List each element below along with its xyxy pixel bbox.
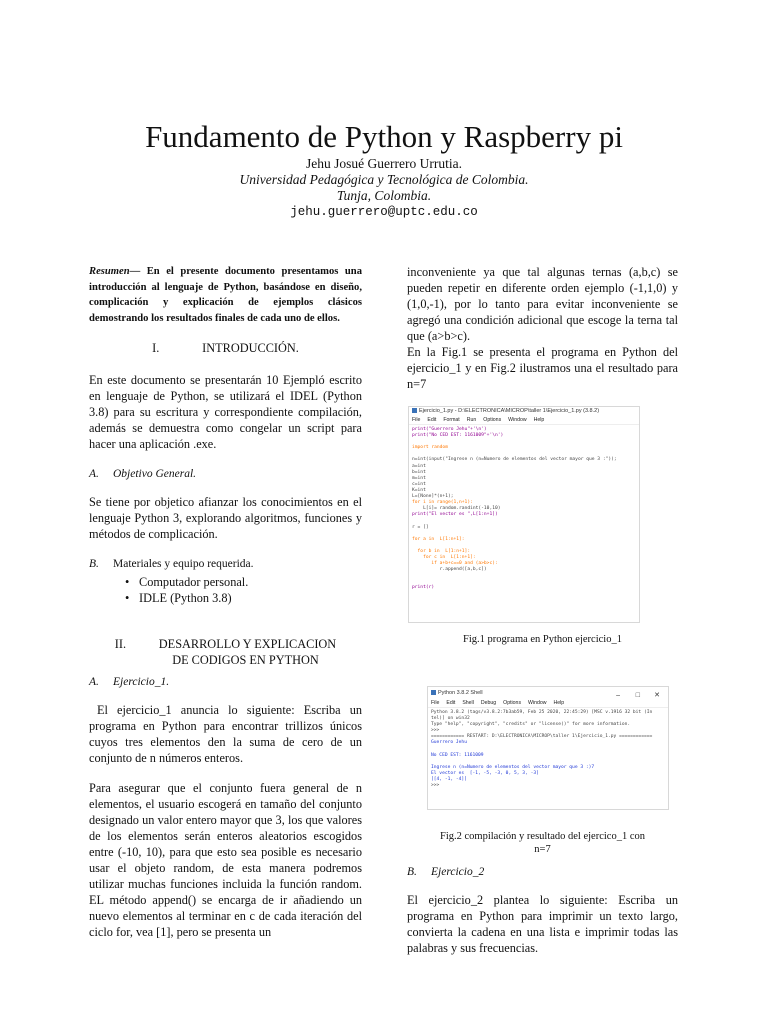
figure-1-caption: Fig.1 programa en Python ejercicio_1 [463,634,622,645]
minimize-icon: – [616,692,620,699]
menu-item: Shell [462,700,474,706]
figure-2-caption-line2: n=7 [534,844,551,855]
section-2-heading [89,636,362,668]
editor-window-title: Ejercicio_1.py - D:\ELECTRONICA\MICROP\taller 1\Ejercicio_1.py (3.8.2) [419,408,600,414]
affiliation-city: Tunja, Colombia. [336,188,432,203]
code-line: r = [] [412,524,429,530]
paper-header [0,118,768,221]
subsection-title: Ejercicio_2 [431,866,485,878]
right-paragraph-1: inconveniente ya que tal algunas ternas (a,b,c) se pueden repetir en diferente orden ejemplo (-1,1,0) y (1,0,-1), por lo tanto para evitar inconveniente se agregó una condición adicional que escoge la terna tal que (a>b>c). [407,265,678,343]
subsection-objetivo-heading [89,466,362,482]
code-line: r.append([a,b,c]) [412,567,487,573]
menu-item: Help [533,417,545,423]
code-line: m=int [412,475,426,481]
shell-line: Ingrese n (n=Numero de elementos del vector mayor que 3 :)7 [431,764,595,770]
subsection-label: A. [89,468,99,480]
menu-item: File [412,417,421,423]
close-icon: ✕ [654,692,660,699]
paper-title: Fundamento de Python y Raspberry pi [145,119,623,154]
editor-menu-bar [409,416,639,425]
menu-item: Run [466,417,477,423]
author-email: jehu.guerrero@uptc.edu.co [290,205,478,219]
code-line: for b in L[1:n+1]: [412,548,471,554]
subsection-ejercicio1-heading [89,674,362,690]
menu-item: Edit [446,700,456,706]
code-line: print(r) [412,585,435,591]
menu-item: Options [503,700,522,706]
ejercicio2-paragraph: El ejercicio_2 plantea lo siguiente: Escriba un programa en Python para imprimir un texto largo, convierta la cadena en una lista e imprimir todas las palabras y sus frecuencias. [407,893,678,955]
code-line: a=int [412,463,426,469]
shell-line: Guerrero Jehu [431,740,467,746]
code-line: c=int [412,481,426,487]
code-line: for a in L[1:n+1]: [412,536,465,542]
section-2-number: II. [114,637,127,651]
code-line: L=[None]*(n+1); [412,494,454,500]
section-2-title-line1: DESARROLLO Y EXPLICACION [158,637,337,651]
code-line: K=int [412,487,426,493]
subsection-label: B. [407,866,417,878]
menu-item: Window [528,700,547,706]
shell-title-bar [428,687,668,699]
shell-line: [[4, -1, -4]] [431,777,467,783]
shell-line: tel)] on win32 [431,716,470,722]
shell-line: No CED EST: 1161009 [431,752,484,758]
ejercicio1-paragraph-2: Para asegurar que el conjunto fuera general de n elementos, el usuario escogerá en tamaño del conjunto designado un valor entero mayor que 3, los que valores de los elementos serán enteros aleatorios escogidos entre (-10, 10), para que esto sea posible es necesario usar el objeto random, de esta manera podremos utilizar muchas funciones incluida la función random. EL método append() se encarga de ir añadiendo un nuevo elementos al terminar en c de cada iteración del ciclo for, vea [1], pero se presenta un [89,781,362,939]
objetivo-paragraph: Se tiene por objetico afianzar los conocimientos en el lenguaje Python 3, explorando algoritmos, funciones y métodos de complicación. [89,495,362,541]
left-column [89,264,362,954]
subsection-title: Objetivo General. [113,468,197,480]
section-1-title: INTRODUCCIÓN. [202,341,299,355]
maximize-icon: □ [635,692,640,699]
right-column [407,264,678,970]
subsection-materiales-heading [89,556,362,572]
menu-item: Options [483,417,502,423]
figure-1-idle-editor [408,406,640,623]
subsection-title: Ejercicio_1. [113,676,170,688]
subsection-label: A. [89,676,99,688]
subsection-title: Materiales y equipo requerida. [113,558,254,570]
shell-menu-bar [428,699,668,708]
menu-item: File [431,700,440,706]
abstract-lead: Resumen [89,266,130,277]
ejercicio1-paragraph-1: El ejercicio_1 anuncia lo siguiente: Escriba un programa en Python para encontrar trillizos únicos cuyos tres elementos den la suma de cero de un conjunto de n números enteros. [89,703,362,765]
subsection-ejercicio2-heading [407,864,678,880]
code-line: n=int(input("Ingrese n (n=Numero de elementos del vector mayor que 3 :")); [412,457,617,463]
code-line: print("No CED EST: 1161009"+'\n') [412,433,504,439]
code-line: for i in range(1,n+1): [412,500,473,506]
shell-line: Type "help", "copyright", "credits" or "license()" for more information. [431,722,631,728]
section-1-paragraph: En este documento se presentarán 10 Ejempló escrito en lenguaje de Python, se utilizará el IDEL (Python 3.8) para su escritura y correspondiente compilación, además se demuestra como congelar un script para hacer una aplicación .exe. [89,373,362,451]
code-line: if a+b+c==0 and (a>b>c): [412,561,498,567]
author-name: Jehu Josué Guerrero Urrutia. [306,156,462,171]
editor-title-bar [409,407,639,416]
menu-item: Window [508,417,527,423]
figure-2-caption [407,830,678,856]
shell-window-title: Python 3.8.2 Shell [438,690,483,696]
list-item: • Computador personal. [139,574,362,590]
code-line: import random [412,445,448,451]
code-line: print("El vector es ",L[1:n+1]) [412,512,498,518]
figure-2-caption-line1: Fig.2 compilación y resultado del ejercico_1 con [440,831,645,842]
materials-list [89,574,362,606]
code-line: b=int [412,469,426,475]
shell-output-area [428,708,668,791]
affiliation-university: Universidad Pedagógica y Tecnológica de Colombia. [239,172,529,187]
menu-item: Edit [427,417,437,423]
figure-2-python-shell [427,686,669,810]
menu-item: Help [553,700,565,706]
python-shell-icon [431,690,436,695]
section-1-number: I. [152,341,160,355]
list-item: • IDLE (Python 3.8) [139,590,362,606]
shell-line: Python 3.8.2 (tags/v3.8.2:7b3ab59, Feb 25 2020, 22:45:29) [MSC v.1916 32 bit (In [431,710,653,715]
code-line: L[i]= random.randint(-10,10) [412,506,501,512]
section-2-title-line2: DE CODIGOS EN PYTHON [172,653,319,667]
python-file-icon [412,408,417,413]
menu-item: Debug [480,700,497,706]
abstract-text: — En el presente documento presentamos una introducción al lenguaje de Python, basándose en diseño, complicación y explicación de ejemplos clásicos demostrando los resultados finales de cada uno de ellos. [89,266,362,324]
code-line: for c in L[1:n+1]: [412,554,476,560]
menu-item: Format [443,417,460,423]
shell-line: >>> [431,783,440,789]
subsection-label: B. [89,558,99,570]
section-1-heading [89,340,362,356]
code-line: print("Guerrero Jehu"+'\n') [412,427,487,432]
shell-line: >>> [431,728,440,734]
editor-code-area [409,425,639,594]
abstract [89,264,362,326]
shell-line: El vector es [-1, -5, -3, 0, 5, 3, -3] [431,770,539,776]
shell-line: ============ RESTART: D:\ELECTRONICA\MICROP\taller 1\Ejercicio_1.py ============ [431,734,653,740]
right-paragraph-2: En la Fig.1 se presenta el programa en Python del ejercicio_1 y en Fig.2 ilustramos una el resultado para n=7 [407,345,678,391]
